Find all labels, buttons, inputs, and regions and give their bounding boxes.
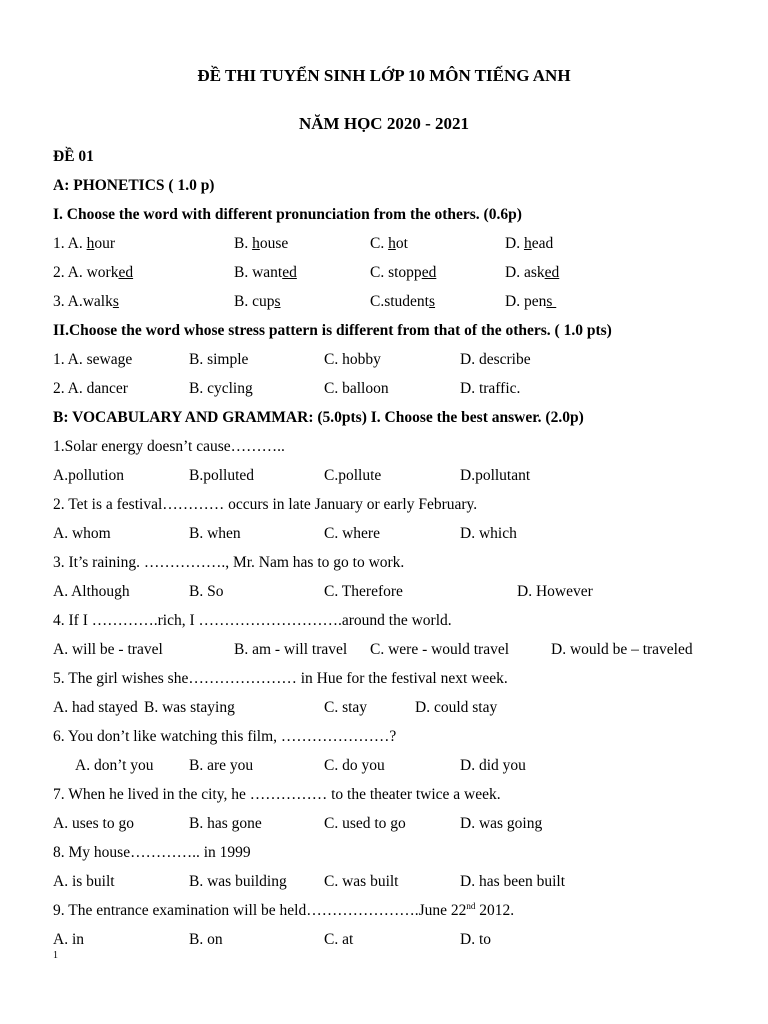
question-5: 5. The girl wishes she………………… in Hue for the festival next week. [53, 670, 508, 687]
page-number: 1 [53, 950, 58, 961]
option: D. did you [460, 757, 526, 774]
question-8: 8. My house………….. in 1999 [53, 844, 251, 861]
option: C. where [324, 525, 380, 542]
option: D. was going [460, 815, 543, 832]
option: D. head [505, 235, 554, 252]
option: 2. A. dancer [53, 380, 128, 397]
option: D. would be – traveled [551, 641, 693, 658]
option: 1. A. sewage [53, 351, 133, 368]
option: D. to [460, 931, 491, 948]
option: C. balloon [324, 380, 389, 397]
option: A. in [53, 931, 84, 948]
question-7: 7. When he lived in the city, he …………… to the theater twice a week. [53, 786, 501, 803]
part-i-instruction: I. Choose the word with different pronunciation from the others. (0.6p) [53, 206, 522, 223]
question-6: 6. You don’t like watching this film, …………………? [53, 728, 397, 745]
question-9: 9. The entrance examination will be held………………….June 22nd 2012. [53, 901, 515, 919]
option: B. when [189, 525, 241, 542]
option: D. pens [505, 293, 557, 310]
option: B. am - will travel [234, 641, 348, 658]
option: A.pollution [53, 467, 125, 484]
option: B. cups [234, 293, 281, 310]
option: D. could stay [415, 699, 498, 716]
question-3: 3. It’s raining. ……………., Mr. Nam has to go to work. [53, 554, 405, 571]
option: D. traffic. [460, 380, 521, 397]
option: 1. A. hour [53, 235, 116, 252]
option: B. was staying [144, 699, 235, 716]
option: C.students [370, 293, 436, 310]
option: A. had stayed [53, 699, 138, 716]
title-line-2: NĂM HỌC 2020 - 2021 [299, 114, 469, 133]
option: A. whom [53, 525, 111, 542]
option: D. which [460, 525, 517, 542]
option: C. stay [324, 699, 368, 716]
option: B. cycling [189, 380, 253, 397]
option: C. Therefore [324, 583, 403, 600]
option: A. uses to go [53, 815, 134, 832]
title-line-1: ĐỀ THI TUYỂN SINH LỚP 10 MÔN TIẾNG ANH [197, 66, 571, 85]
option: C. hot [370, 235, 408, 252]
option: C.pollute [324, 467, 382, 484]
option: B. on [189, 931, 223, 948]
option: C. stopped [370, 264, 437, 281]
question-2: 2. Tet is a festival………… occurs in late January or early February. [53, 496, 478, 513]
option: A. is built [53, 873, 115, 890]
option: C. was built [324, 873, 399, 890]
option: B. was building [189, 873, 287, 890]
option: B. simple [189, 351, 249, 368]
part-ii-instruction: II.Choose the word whose stress pattern is different from that of the others. ( 1.0 pts) [53, 322, 612, 339]
section-a-heading: A: PHONETICS ( 1.0 p) [53, 177, 215, 194]
option: B. wanted [234, 264, 297, 281]
question-1: 1.Solar energy doesn’t cause……….. [53, 438, 285, 455]
option: B.polluted [189, 467, 255, 484]
option: D.pollutant [460, 467, 531, 484]
option: B. So [189, 583, 224, 600]
section-b-heading: B: VOCABULARY AND GRAMMAR: (5.0pts) I. Choose the best answer. (2.0p) [53, 409, 584, 426]
option: C. at [324, 931, 354, 948]
option: C. hobby [324, 351, 381, 368]
option: 2. A. worked [53, 264, 134, 281]
exam-code: ĐỀ 01 [53, 148, 94, 165]
option: 3. A.walks [53, 293, 119, 310]
option: C. were - would travel [370, 641, 510, 658]
option: D. However [517, 583, 593, 600]
option: B. are you [189, 757, 254, 774]
option: C. do you [324, 757, 385, 774]
option: D. describe [460, 351, 531, 368]
option: D. has been built [460, 873, 566, 890]
option: A. don’t you [75, 757, 154, 774]
question-4: 4. If I ………….rich, I ……………………….around the world. [53, 612, 452, 629]
option: B. has gone [189, 815, 262, 832]
option: A. will be - travel [53, 641, 163, 658]
option: D. asked [505, 264, 560, 281]
option: A. Although [53, 583, 130, 600]
option: B. house [234, 235, 289, 252]
option: C. used to go [324, 815, 406, 832]
